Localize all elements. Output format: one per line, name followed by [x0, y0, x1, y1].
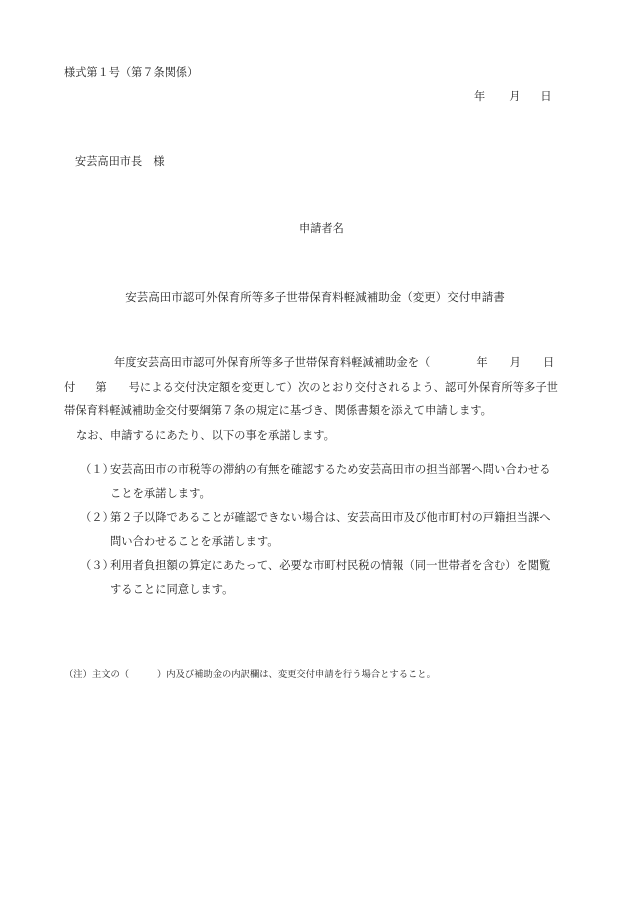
date-month: 月 — [509, 90, 521, 103]
addressee: 安芸高田市長 様 — [75, 155, 165, 168]
consent-item-text-cont: することに同意します。 — [110, 583, 234, 596]
body-line-1 — [64, 356, 554, 370]
body-line-3: 帯保育料軽減補助金交付要綱第７条の規定に基づき、関係書類を添えて申請します。 — [64, 404, 492, 417]
date-line — [474, 90, 552, 104]
applicant-label: 申請者名 — [299, 222, 344, 235]
consent-item-text: 第２子以降であることが確認できない場合は、安芸高田市及び他市町村の戸籍担当課へ — [110, 511, 551, 524]
consent-item-3 — [80, 554, 580, 602]
consent-item-text-cont: ことを承諾します。 — [110, 487, 211, 500]
consent-item-number: （３） — [80, 559, 114, 572]
consent-item-text: 安芸高田市の市税等の滞納の有無を確認するため安芸高田市の担当部署へ問い合わせる — [110, 463, 551, 476]
consent-item-number: （１） — [80, 463, 114, 476]
body-line-2-tsuke: 付 — [64, 381, 76, 394]
body-line-2-rest: 号による交付決定額を変更して）次のとおり交付されるよう、認可外保育所等多子世 — [128, 381, 558, 394]
consent-item-text-cont: 問い合わせることを承諾します。 — [110, 535, 279, 548]
body-line-1-text: 年度安芸高田市認可外保育所等多子世帯保育料軽減補助金を（ — [114, 356, 431, 369]
body-line-4: なお、申請するにあたり、以下の事を承諾します。 — [76, 429, 335, 442]
body-line-2 — [64, 381, 558, 395]
consent-item-2 — [80, 506, 580, 554]
body-line-2-dai: 第 — [95, 381, 107, 394]
date-year: 年 — [474, 90, 486, 103]
body-line-1-year: 年 — [476, 356, 488, 369]
date-day: 日 — [540, 90, 552, 103]
form-number: 様式第１号（第７条関係） — [64, 66, 199, 79]
consent-item-1 — [80, 458, 580, 506]
body-line-1-day: 日 — [542, 356, 555, 369]
body-line-1-month: 月 — [509, 356, 521, 369]
consent-item-number: （２） — [80, 511, 114, 524]
document-title: 安芸高田市認可外保育所等多子世帯保育料軽減補助金（変更）交付申請書 — [125, 290, 505, 304]
footnote: （注）主文の（ ）内及び補助金の内訳欄は、変更交付申請を行う場合とすること。 — [64, 669, 436, 680]
consent-item-text: 利用者負担額の算定にあたって、必要な市町村民税の情報（同一世帯者を含む）を閲覧 — [110, 559, 551, 572]
